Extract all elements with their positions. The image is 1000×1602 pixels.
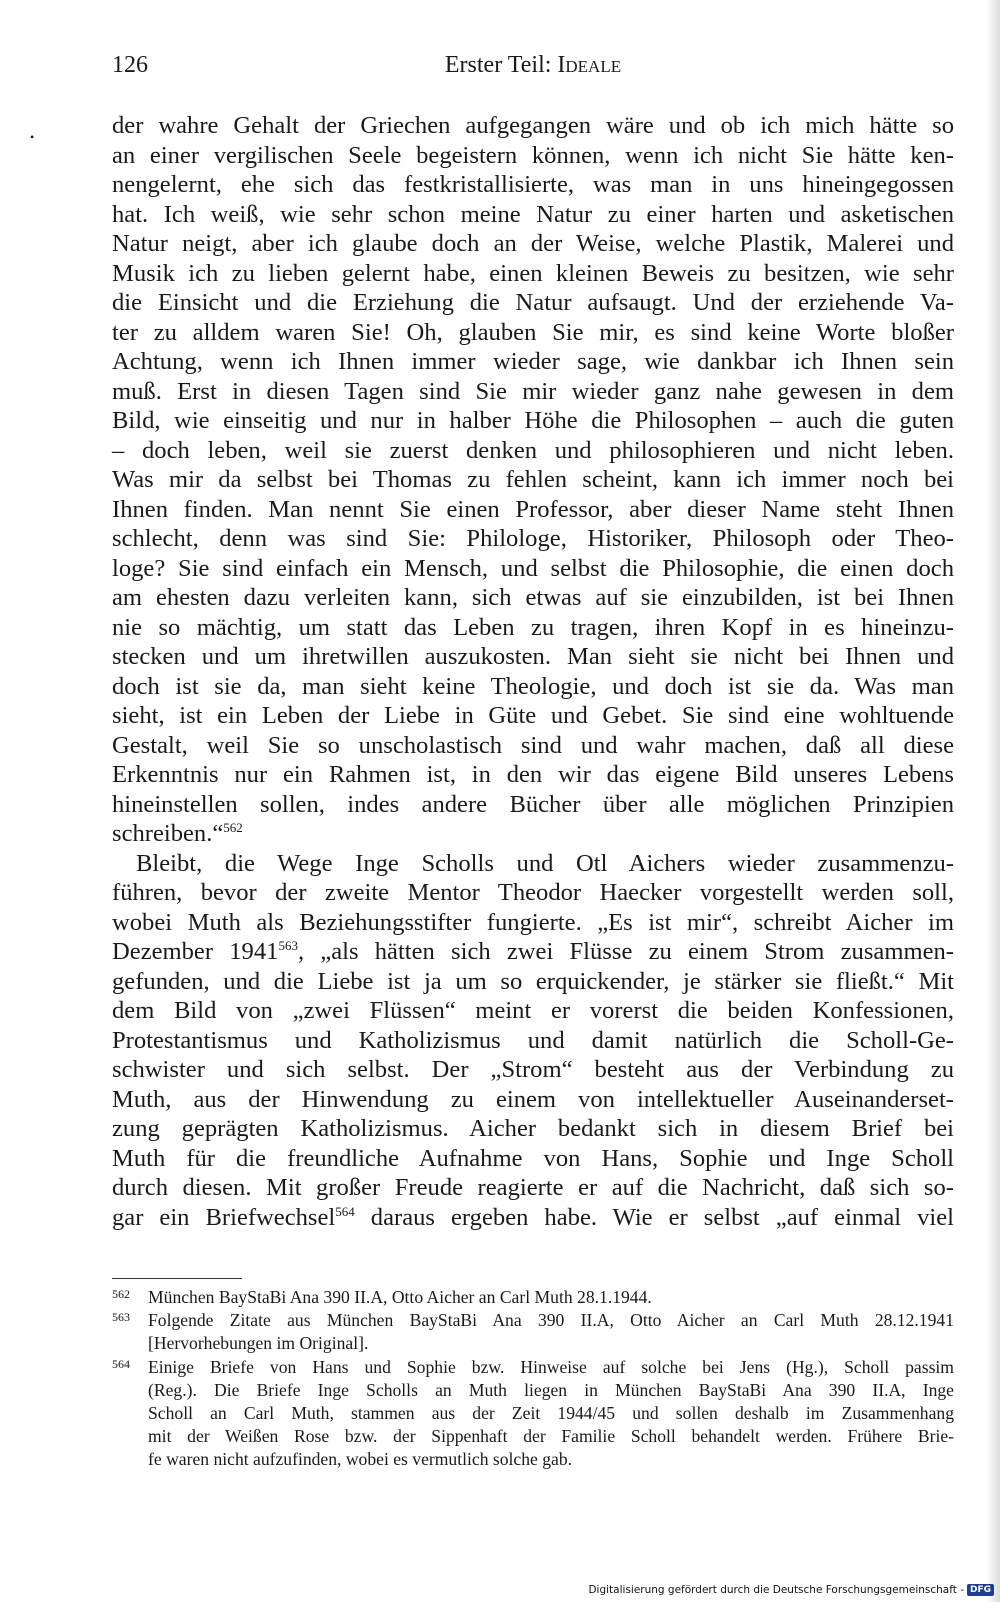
footnote-ref-564: 564 [335,1203,355,1219]
body-line-part: gar ein Briefwechsel [112,1203,336,1231]
body-line: Musik ich zu lieben gelernt habe, einen kleinen Beweis zu besitzen, wie sehr [112,259,954,287]
footnote-text: München BayStaBi Ana 390 II.A, Otto Aicher an Carl Muth 28.1.1944. [148,1287,652,1307]
body-line: am ehesten dazu verleiten kann, sich etwas auf sie einzubilden, ist bei Ihnen [112,584,954,611]
stray-mark: • [30,130,35,144]
digitization-credit [588,1584,994,1596]
credit-text: Digitalisierung gefördert durch die Deutsche Forschungsgemeinschaft - [588,1584,964,1596]
body-line: Gestalt, weil Sie so unscholastisch sind und wahr machen, daß all diese [112,731,954,759]
body-line: dem Bild von „zwei Flüssen“ meint er vorerst die beiden Konfessionen, [112,997,954,1024]
body-line: zung geprägten Katholizismus. Aicher bedankt sich in diesem Brief bei [112,1115,954,1142]
body-line: Bild, wie einseitig und nur in halber Höhe die Philosophen – auch die guten [112,407,954,434]
footnote-line [112,1332,954,1355]
footnote-line [112,1356,954,1379]
body-line: führen, bevor der zweite Mentor Theodor Haecker vorgestellt werden soll, [112,879,954,906]
running-title-prefix: Erster Teil: [444,52,558,78]
running-header [112,46,954,86]
body-line: – doch leben, weil sie zuerst denken und philosophieren und nicht leben. [112,436,954,464]
page-edge-shadow [986,0,1000,1602]
running-title-smallcaps: Ideale [557,52,622,78]
body-line: Erkenntnis nur ein Rahmen ist, in den wir das eigene Bild unseres Lebens [112,761,954,788]
footnote-separator [112,1278,242,1279]
body-line [112,937,954,967]
main-text [112,111,954,1232]
footnote-text: [Hervorhebungen im Original]. [148,1333,369,1354]
body-line-part: daraus ergeben habe. Wie er selbst „auf einmal viel [354,1203,954,1231]
body-line: loge? Sie sind einfach ein Mensch, und selbst die Philosophie, die einen doch [112,554,954,582]
body-line: schlecht, denn was sind Sie: Philologe, Historiker, Philosoph oder Theo- [112,525,954,552]
body-line-part: , „als hätten sich zwei Flüsse zu einem Strom zusammen- [297,938,954,965]
footnote-line [112,1402,954,1425]
body-line: wobei Muth als Beziehungsstifter fungierte. „Es ist mir“, schreibt Aicher im [112,908,954,936]
body-line: Ihnen finden. Man nennt Sie einen Professor, aber dieser Name steht Ihnen [112,495,954,523]
body-line: an einer vergilischen Seele begeistern können, wenn ich nicht Sie hätte ken- [112,141,954,169]
footnote-ref-562: 562 [223,820,243,835]
paragraph-continuation [112,967,954,1203]
quote-end-text: schreiben.“ [112,820,224,847]
body-line: gefunden, und die Liebe ist ja um so erquickender, je stärker sie fließt.“ Mit [112,967,954,995]
body-line: Was mir da selbst bei Thomas zu fehlen scheint, kann ich immer noch bei [112,466,954,493]
body-line: hineinstellen sollen, indes andere Bücher über alle möglichen Prinzipien [112,790,954,818]
body-line: sieht, ist ein Leben der Liebe in Güte und Gebet. Sie sind eine wohltuende [112,702,954,729]
footnotes [112,1286,954,1472]
footnote-text: Folgende Zitate aus München BayStaBi Ana 390 II.A, Otto Aicher an Carl Muth 28.12.1941 [148,1310,954,1331]
footnote-number: 562 [112,1287,130,1301]
dfg-logo: DFG [967,1584,994,1596]
body-line: die Einsicht und die Erziehung die Natur aufsaugt. Und der erziehende Va- [112,289,954,316]
body-line: der wahre Gehalt der Griechen aufgegangen wäre und ob ich mich hätte so [112,112,954,139]
footnote-text: mit der Weißen Rose bzw. der Sippenhaft der Familie Scholl behandelt werden. Frühere Brie- [148,1426,954,1447]
page-number: 126 [112,52,148,78]
quote-paragraph [112,111,954,819]
body-line: ter zu alldem waren Sie! Oh, glauben Sie mir, es sind keine Worte bloßer [112,318,954,346]
footnote-number: 564 [112,1356,130,1371]
body-line-part: Dezember 1941 [112,938,279,965]
body-line: nengelernt, ehe sich das festkristallisierte, was man in uns hineingegossen [112,171,954,198]
footnote-line [112,1286,954,1309]
body-line: Muth, aus der Hinwendung zu einem von intellektueller Auseinanderset- [112,1085,954,1113]
body-line: durch diesen. Mit großer Freude reagierte er auf die Nachricht, daß sich so- [112,1174,954,1201]
body-line: hat. Ich weiß, wie sehr schon meine Natur zu einer harten und asketischen [112,200,954,228]
footnote-text: Einige Briefe von Hans und Sophie bzw. Hinweise auf solche bei Jens (Hg.), Scholl passim [148,1356,954,1377]
footnote-line [112,1448,954,1471]
body-line: Natur neigt, aber ich glaube doch an der Weise, welche Plastik, Malerei und [112,230,954,257]
running-title [112,52,954,79]
footnote-ref-563: 563 [278,938,298,953]
body-line: doch ist sie da, man sieht keine Theologie, und doch ist sie da. Was man [112,672,954,700]
body-line: Bleibt, die Wege Inge Scholls und Otl Aichers wieder zusammenzu- [136,849,954,877]
body-line [112,819,954,849]
footnote-line [112,1379,954,1402]
body-line: Muth für die freundliche Aufnahme von Hans, Sophie und Inge Scholl [112,1144,954,1172]
body-line: Achtung, wenn ich Ihnen immer wieder sage, wie dankbar ich Ihnen sein [112,348,954,375]
body-line [112,1203,954,1233]
footnote-number: 563 [112,1310,130,1325]
footnote-text: fe waren nicht aufzufinden, wobei es vermutlich solche gab. [148,1449,573,1470]
footnote-text: (Reg.). Die Briefe Inge Scholls an Muth liegen in München BayStaBi Ana 390 II.A, Inge [148,1379,954,1400]
body-line: stecken und um ihretwillen auszukosten. Man sieht sie nicht bei Ihnen und [112,643,954,670]
body-line: schwister und sich selbst. Der „Strom“ besteht aus der Verbindung zu [112,1056,954,1083]
footnote-line [112,1425,954,1448]
body-line: Protestantismus und Katholizismus und damit natürlich die Scholl-Ge- [112,1026,954,1054]
body-line: nie so mächtig, um statt das Leben zu tragen, ihren Kopf in es hineinzu- [112,613,954,641]
footnote-line [112,1309,954,1332]
footnote-text: Scholl an Carl Muth, stammen aus der Zeit 1944/45 und sollen deshalb im Zusammenhang [148,1402,954,1423]
body-line: muß. Erst in diesen Tagen sind Sie mir wieder ganz nahe gewesen in dem [112,377,954,405]
